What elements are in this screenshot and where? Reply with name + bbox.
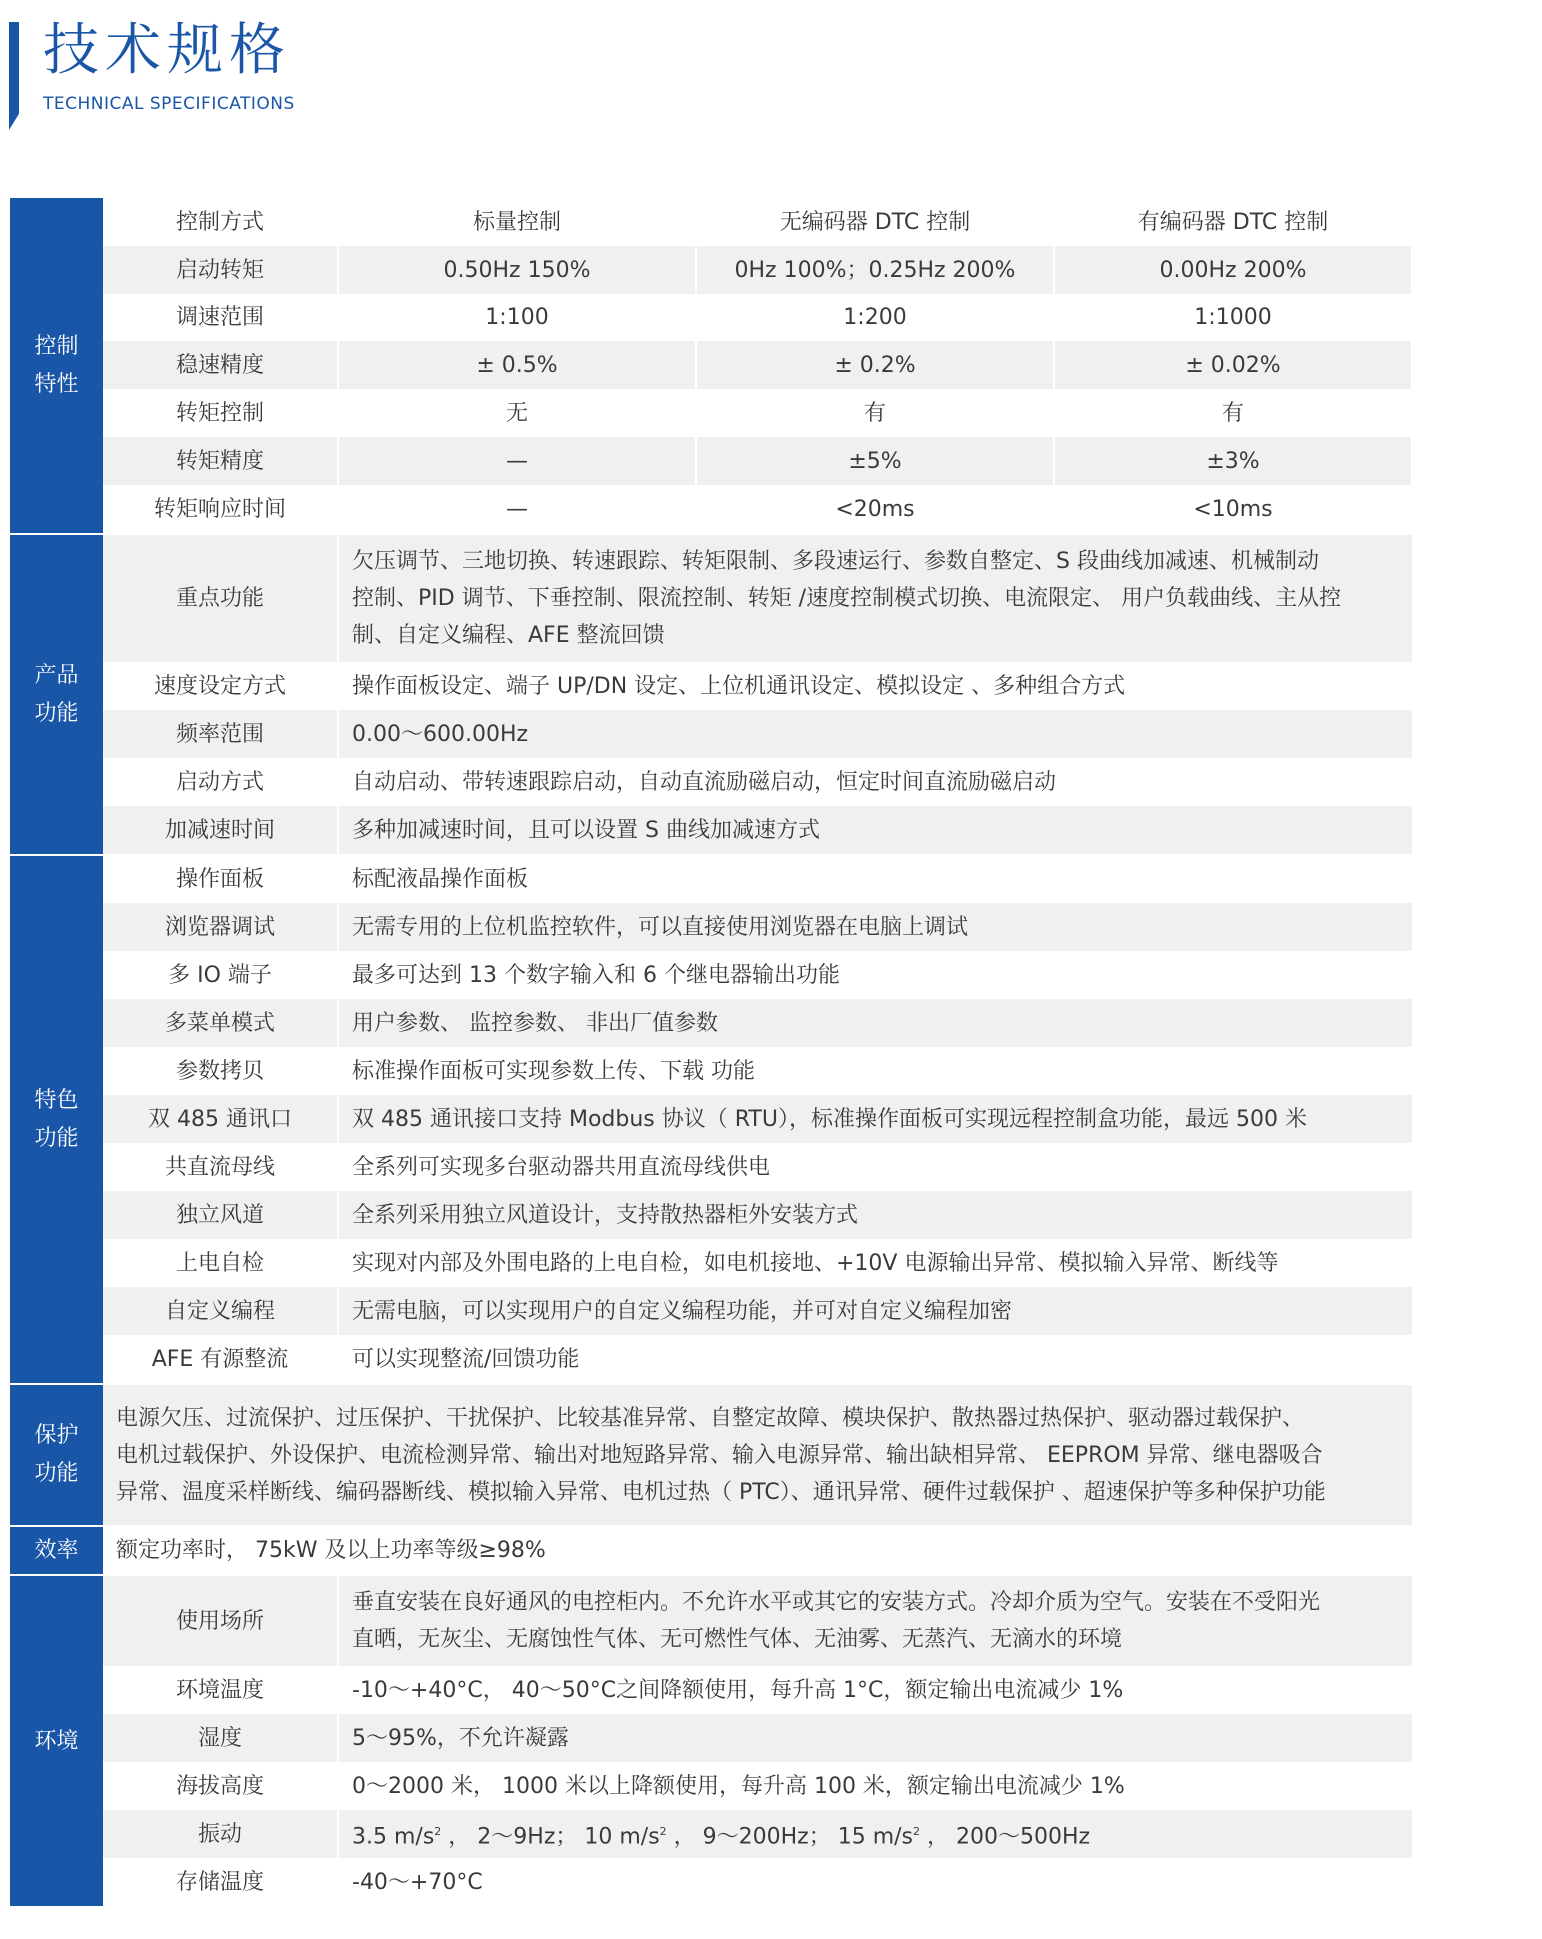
table-cell: 自动启动、带转速跟踪启动，自动直流励磁启动，恒定时间直流励磁启动: [352, 769, 1057, 795]
table-row: [10, 389, 1412, 437]
row-label: 上电自检: [103, 1239, 338, 1287]
table-cell: 有: [1054, 389, 1412, 437]
table-row: [10, 1287, 1412, 1335]
group-label-product: 产品 功能: [10, 535, 103, 855]
table-cell: <20ms: [696, 485, 1054, 534]
row-label: 操作面板: [103, 856, 338, 903]
table-cell: ± 0.2%: [696, 341, 1054, 389]
row-label: 自定义编程: [103, 1287, 338, 1335]
table-cell: 无需电脑，可以实现用户的自定义编程功能，并可对自定义编程加密: [338, 1287, 1412, 1335]
group-label-environment: 环境: [10, 1576, 103, 1906]
table-cell: 欠压调节、三地切换、转速跟踪、转矩限制、多段速运行、参数自整定、S 段曲线加减速、机械制动 控制、PID 调节、下垂控制、限流控制、转矩 /速度控制模式切换、电流限定、 用户负载曲线、主从控 制、自定义编程、AFE 整流回馈: [338, 535, 1412, 662]
table-row: [10, 341, 1412, 389]
table-cell: 全系列采用独立风道设计，支持散热器柜外安装方式: [338, 1191, 1412, 1239]
table-cell: 0～2000 米， 1000 米以上降额使用，每升高 100 米，额定输出电流减少 1%: [352, 1773, 1125, 1799]
table-row: [10, 662, 1412, 710]
page-title: 技术规格: [43, 18, 291, 83]
row-label: 共直流母线: [103, 1143, 338, 1191]
table-cell: 0.00～600.00Hz: [338, 710, 1412, 758]
row-label: 使用场所: [103, 1576, 338, 1666]
row-label: 频率范围: [103, 710, 338, 758]
table-row: [10, 758, 1412, 806]
table-row: [10, 999, 1412, 1047]
table-cell: 1:1000: [1054, 294, 1412, 341]
table-cell: 实现对内部及外围电路的上电自检，如电机接地、+10V 电源输出异常、模拟输入异常、断线等: [352, 1250, 1279, 1276]
row-label: 海拔高度: [103, 1762, 338, 1810]
table-cell: 双 485 通讯接口支持 Modbus 协议（ RTU），标准操作面板可实现远程控制盒功能，最远 500 米: [338, 1095, 1412, 1143]
table-cell: 多种加减速时间，且可以设置 S 曲线加减速方式: [338, 806, 1412, 855]
row-label: 存储温度: [103, 1858, 338, 1906]
table-row: [10, 1762, 1412, 1810]
table-row: [10, 1666, 1412, 1714]
row-label: 独立风道: [103, 1191, 338, 1239]
table-row: [10, 198, 1412, 246]
table-cell: 1:100: [338, 294, 696, 341]
group-label-control: 控制 特性: [10, 198, 103, 534]
table-row: [10, 485, 1412, 534]
table-row: [10, 806, 1412, 855]
table-cell: 垂直安装在良好通风的电控柜内。不允许水平或其它的安装方式。冷却介质为空气。安装在不受阳光 直晒，无灰尘、无腐蚀性气体、无可燃性气体、无油雾、无蒸汽、无滴水的环境: [338, 1576, 1412, 1666]
table-row: [10, 1714, 1412, 1762]
page-subtitle: TECHNICAL SPECIFICATIONS: [43, 94, 295, 114]
table-row: [10, 1239, 1412, 1287]
table-row: [10, 535, 1412, 662]
table-cell: 0.00Hz 200%: [1054, 246, 1412, 294]
table-cell: 全系列可实现多台驱动器共用直流母线供电: [352, 1154, 771, 1180]
row-label: 加减速时间: [103, 806, 338, 855]
table-row: [10, 710, 1412, 758]
row-label: 参数拷贝: [103, 1047, 338, 1095]
group-label-efficiency: 效率: [10, 1527, 103, 1575]
row-label: 速度设定方式: [103, 662, 338, 710]
table-cell: ± 0.02%: [1054, 341, 1412, 389]
table-row: [10, 1047, 1412, 1095]
table-row: [10, 1576, 1412, 1666]
table-row: [10, 856, 1412, 903]
group-label-protection: 保护 功能: [10, 1385, 103, 1526]
table-cell: ±3%: [1054, 437, 1412, 485]
table-row: [10, 951, 1412, 999]
row-label: 振动: [103, 1810, 338, 1858]
table-row: [10, 1095, 1412, 1143]
row-label: 浏览器调试: [103, 903, 338, 951]
table-cell: 无编码器 DTC 控制: [696, 198, 1054, 246]
table-row: [10, 1143, 1412, 1191]
table-cell: 无: [338, 389, 696, 437]
table-cell: 0.50Hz 150%: [338, 246, 696, 294]
table-row: [10, 246, 1412, 294]
table-cell: <10ms: [1054, 485, 1412, 534]
row-label: 多 IO 端子: [103, 951, 338, 999]
table-row: [10, 1191, 1412, 1239]
table-cell: 最多可达到 13 个数字输入和 6 个继电器输出功能: [352, 962, 840, 988]
row-label: 环境温度: [103, 1666, 338, 1714]
table-cell: —: [338, 485, 696, 534]
header-accent-bar: [9, 22, 19, 130]
row-label: 控制方式: [103, 198, 338, 246]
table-cell: -40～+70°C: [352, 1869, 483, 1895]
table-cell: 5～95%，不允许凝露: [338, 1714, 1412, 1762]
group-label-feature: 特色 功能: [10, 856, 103, 1384]
row-label: 转矩响应时间: [103, 485, 338, 534]
table-cell: —: [338, 437, 696, 485]
row-label: 湿度: [103, 1714, 338, 1762]
specifications-table: [10, 198, 1413, 1906]
table-cell: 标配液晶操作面板: [352, 867, 529, 892]
row-label: 启动方式: [103, 758, 338, 806]
table-row: [10, 1527, 1412, 1575]
table-cell: 标准操作面板可实现参数上传、下载 功能: [352, 1058, 755, 1084]
table-cell: 有: [696, 389, 1054, 437]
table-row: [10, 1335, 1412, 1384]
row-label: AFE 有源整流: [103, 1335, 338, 1384]
table-cell: 标量控制: [338, 198, 696, 246]
table-row: [10, 1385, 1412, 1526]
table-cell: 1:200: [696, 294, 1054, 341]
row-label: 转矩精度: [103, 437, 338, 485]
table-cell: 可以实现整流/回馈功能: [352, 1346, 580, 1372]
table-cell: 3.5 $m/s^2$ ， 2～9Hz； 10 $m/s^2$ ， 9～200Hz； 15 $m/s^2$ ， 200～500Hz: [338, 1810, 1412, 1858]
table-cell: -10～+40°C， 40～50°C之间降额使用，每升高 1°C，额定输出电流减少 1%: [352, 1677, 1124, 1703]
table-cell: ± 0.5%: [338, 341, 696, 389]
row-label: 启动转矩: [103, 246, 338, 294]
table-cell: 0Hz 100%；0.25Hz 200%: [696, 246, 1054, 294]
row-label: 多菜单模式: [103, 999, 338, 1047]
table-cell: 额定功率时， 75kW 及以上功率等级≥98%: [116, 1538, 546, 1563]
table-cell: 操作面板设定、端子 UP/DN 设定、上位机通讯设定、模拟设定 、多种组合方式: [352, 673, 1126, 699]
row-label: 重点功能: [103, 535, 338, 662]
table-cell: 有编码器 DTC 控制: [1054, 198, 1412, 246]
table-cell: 无需专用的上位机监控软件，可以直接使用浏览器在电脑上调试: [338, 903, 1412, 951]
table-row: [10, 1858, 1412, 1906]
row-label: 双 485 通讯口: [103, 1095, 338, 1143]
table-cell: 用户参数、 监控参数、 非出厂值参数: [338, 999, 1412, 1047]
table-row: [10, 294, 1412, 341]
table-row: [10, 903, 1412, 951]
table-row: [10, 1810, 1412, 1858]
row-label: 转矩控制: [103, 389, 338, 437]
table-cell: 电源欠压、过流保护、过压保护、干扰保护、比较基准异常、自整定故障、模块保护、散热器过热保护、驱动器过载保护、 电机过载保护、外设保护、电流检测异常、输出对地短路异常、输入电源异常、输出缺相异常、 EEPROM 异常、继电器吸合 异常、温度采样断线、编码器断线、模拟输入异常、电机过热（ PTC）、通讯异常、硬件过载保护 、超速保护等多种保护功能: [103, 1385, 1412, 1526]
table-row: [10, 437, 1412, 485]
row-label: 稳速精度: [103, 341, 338, 389]
table-cell: ±5%: [696, 437, 1054, 485]
row-label: 调速范围: [103, 294, 338, 341]
